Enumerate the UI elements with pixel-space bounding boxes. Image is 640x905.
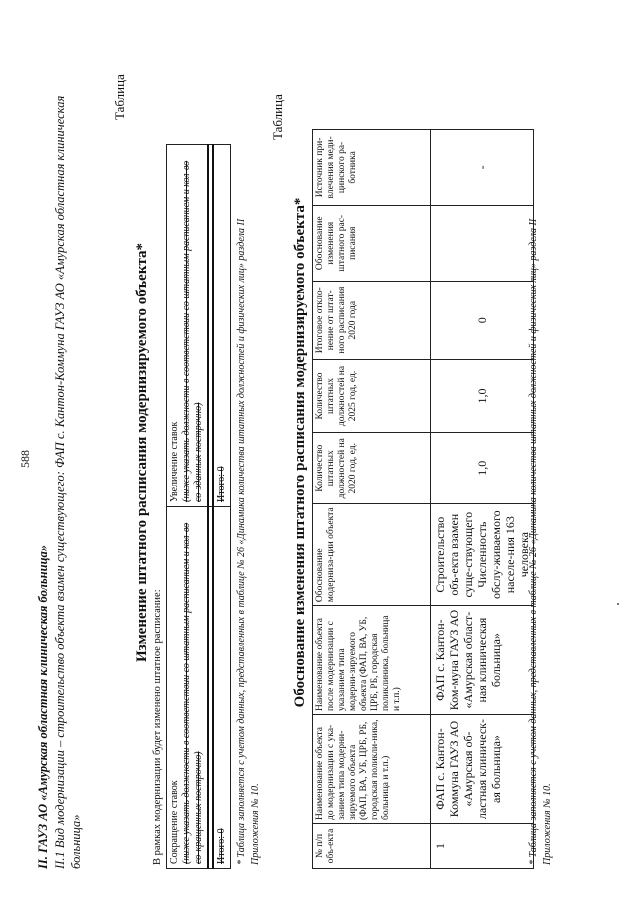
page-number: 588 [18, 450, 32, 468]
scan-speck [617, 603, 619, 605]
row-staff-2020: 1,0 [431, 433, 534, 504]
staffing-justification-table [312, 129, 534, 869]
table1-footnote: * Таблица заполняется с учетом данных, представленных в таблице № 26 «Динамика количества штатных должностей и физических лиц» раздела II [236, 218, 247, 865]
header-num: № п/п объ-екта [313, 824, 431, 869]
increase-header-cell [167, 145, 209, 507]
row-staff-2025: 1,0 [431, 359, 534, 432]
increase-hint: (ниже указать должности в соответствии со штатным расписанием и кол-во со-зданных построчно) [181, 160, 204, 502]
table1-footnote-appendix: Приложения № 10. [250, 783, 261, 865]
header-deviation: Итоговое откло-нение от штат-ного расписания 2020 года [313, 281, 431, 359]
row-after: ФАП с. Кантон-Ком-муна ГАУЗ АО «Амурская област-ная клиническая больница» [431, 606, 534, 715]
header-staff-2025: Количество штатных должностей на 2025 год, ед. [313, 359, 431, 432]
table2-title: Обоснование изменения штатного расписания модернизируемого объекта* [292, 197, 308, 708]
increase-title: Увеличение ставок [169, 421, 180, 502]
header-source: Источник при-влечения меди-цинского ра-ботника [313, 130, 431, 206]
row-justification [431, 205, 534, 281]
reduction-header-cell [167, 507, 209, 869]
table1-label: Таблица [112, 74, 127, 120]
row-num: 1 [431, 824, 534, 869]
section-heading: II. ГАУЗ АО «Амурская областная клиническая больница» [36, 544, 50, 869]
table1-title: Изменение штатного расписания модернизируемого объекта* [134, 242, 150, 663]
table2-footnote-appendix: Приложения № 10. [542, 783, 553, 865]
staffing-change-table [166, 144, 231, 869]
row-source: - [431, 130, 534, 206]
row-reason: Строительство объ-екта взамен суще-ствующего Численность обслу-живаемого населе-ния 163 человека [431, 504, 534, 606]
row-deviation: 0 [431, 281, 534, 359]
row-before: ФАП с. Кантон-Коммуна ГАУЗ АО «Амурская об-ластная клиническ-ая больница» [431, 715, 534, 824]
total-increase: Итого: 0 [213, 145, 231, 507]
header-justification: Обоснование изменения штатного рас-писания [313, 205, 431, 281]
reduction-hint: (ниже указать должности в соответствии со штатным расписанием и кол-во со-кращенных построчно) [181, 522, 204, 864]
header-reason: Обоснование модерниза-ции объекта [313, 504, 431, 606]
table2-label: Таблица [270, 94, 285, 140]
section-subheading: II.1 Вид модернизации – строительство объекта взамен существующего: ФАП с. Кантон-Коммуна ГАУЗ АО «Амурская областная клиническая больница» [53, 95, 83, 869]
total-reduction: Итого: 0 [213, 507, 231, 869]
table1-intro: В рамках модернизации будет изменено штатное расписание: [152, 589, 163, 865]
reduction-title: Сокращение ставок [169, 780, 180, 864]
header-after: Наименование объекта после модернизации с указанием типа модерни-зируемого объекта (ФАП, ВА, УБ, ЦРБ, РБ, городская поликлиника, больница и т.п.) [313, 606, 431, 715]
header-staff-2020: Количество штатных должностей на 2020 год, ед. [313, 433, 431, 504]
table2-footnote: * Таблица заполняется с учетом данных, представленных в таблице № 26 «Динамика количества штатных должностей и физических лиц» раздела II [528, 218, 539, 865]
header-before: Наименование объекта до модернизации с ука-занием типа модерни-зируемого объекта (ФАП, ВА, УБ, ЦРБ, РБ, городская поликли-ника, больница и т.п.) [313, 715, 431, 824]
